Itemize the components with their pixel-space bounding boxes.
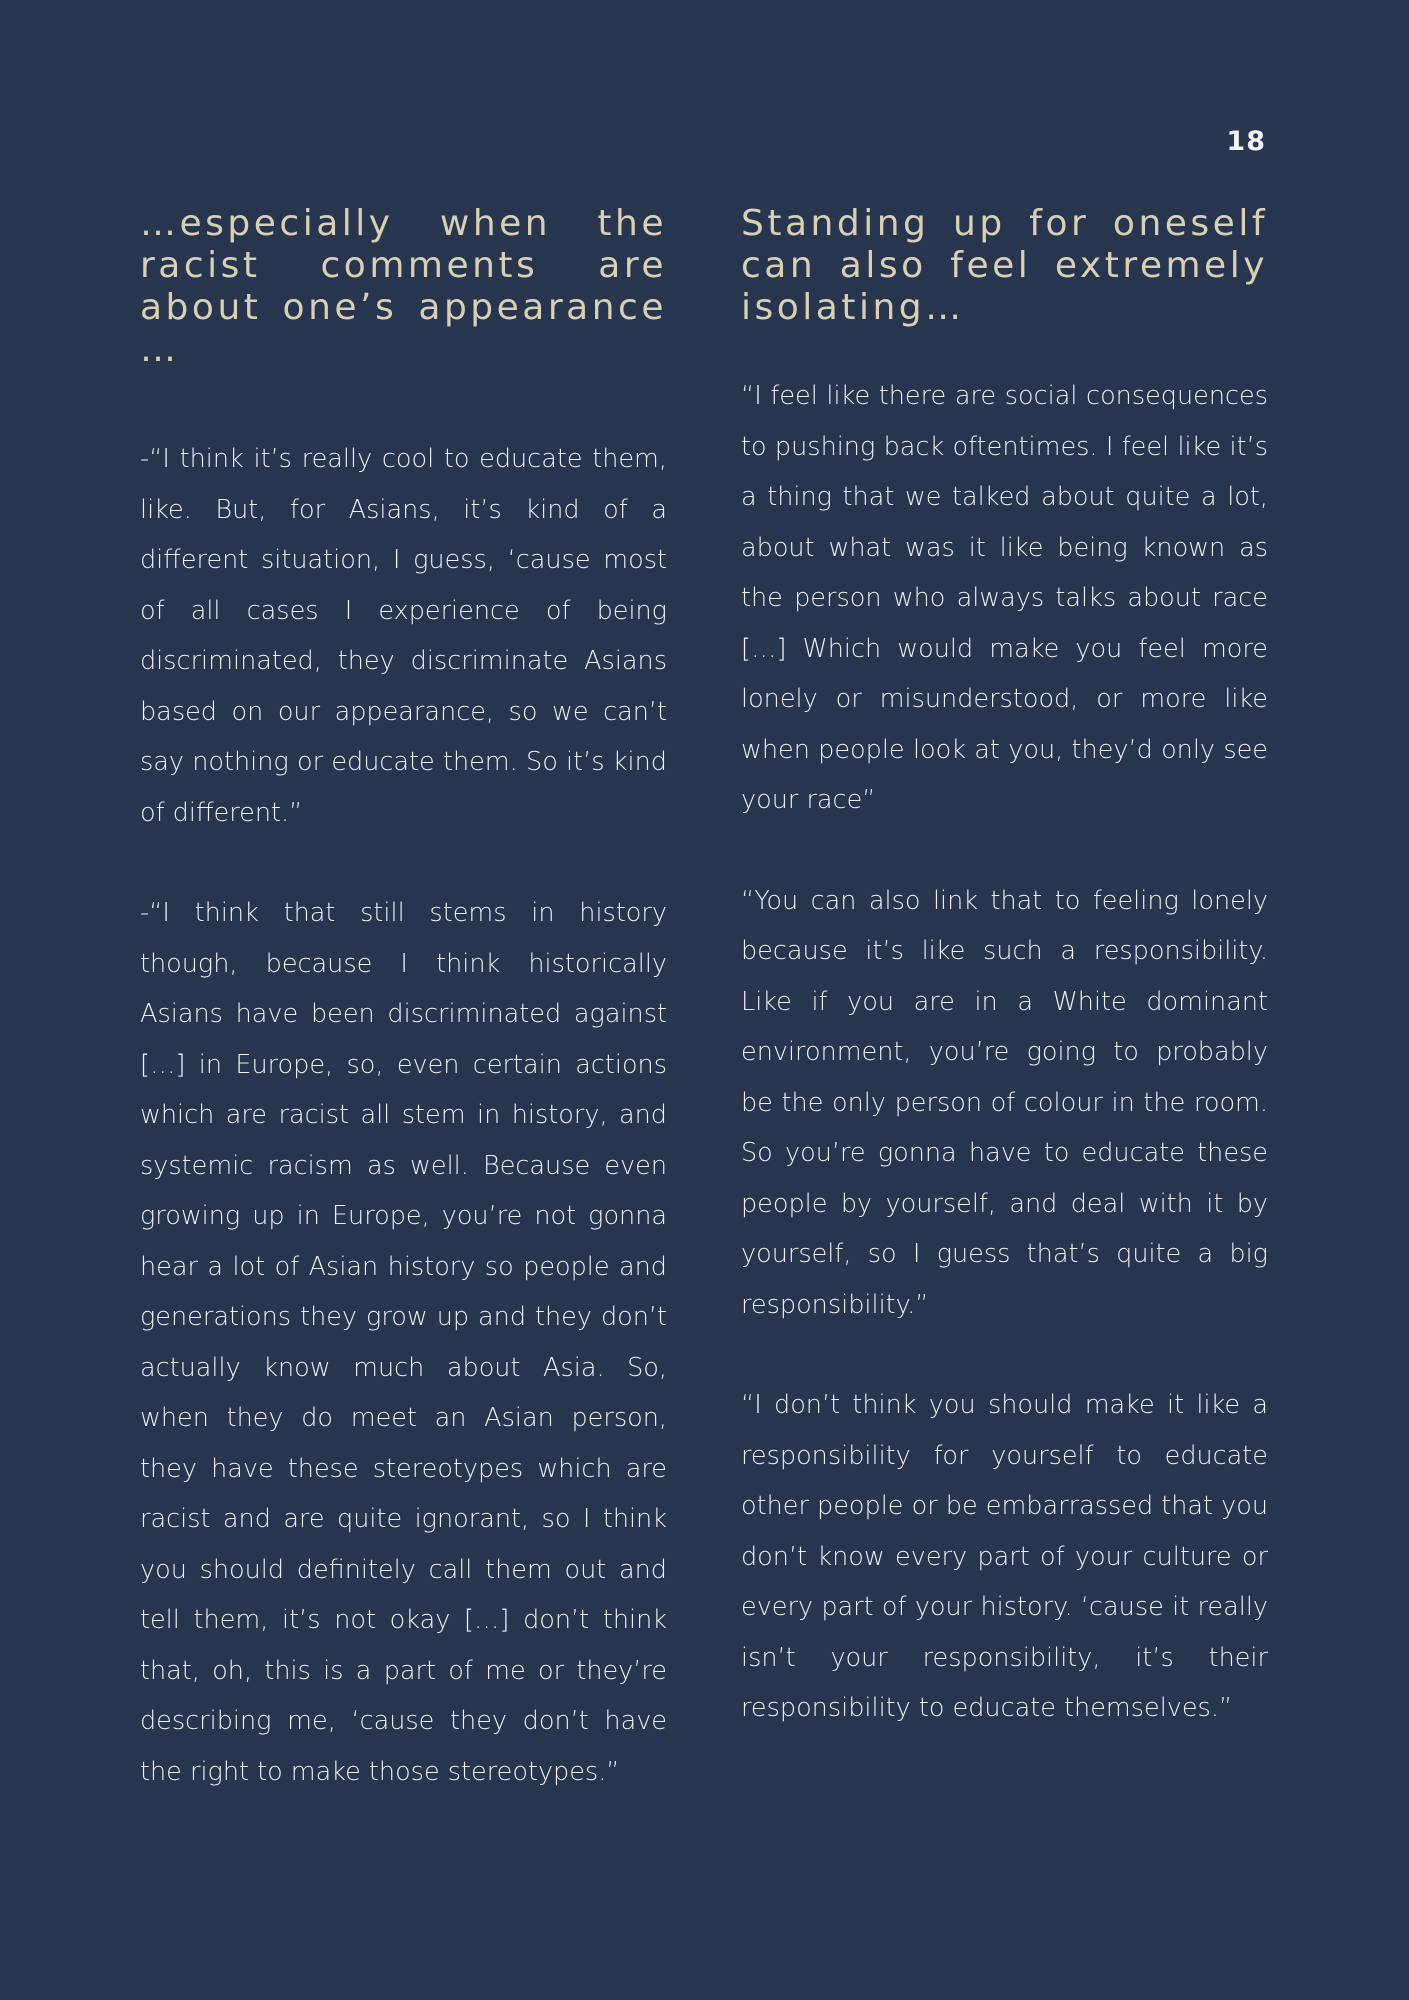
left-heading: …especially when the racist comments are about one’s appearance … [140, 203, 667, 370]
page-number: 18 [1226, 126, 1266, 157]
left-quote-2: -“I think that still stems in history though, because I think historically Asians have been discriminated against […] in Europe, so, even certain actions which are racist all stem in history, and systemic racism as well. Because even growing up in Europe, you’re not gonna hear a lot of Asian history so people and generations they grow up and they don’t actually know much about Asia. So, when they do meet an Asian person, they have these stereotypes which are racist and are quite ignorant, so I think you should definitely call them out and tell them, it’s not okay […] don’t think that, oh, this is a part of me or they’re describing me, ‘cause they don’t have the right to make those stereotypes.” [140, 898, 667, 1787]
right-quote-3: “I don’t think you should make it like a responsibility for yourself to educate other people or be embarrassed that you don’t know every part of your culture or every part of your history. ‘cause it really isn’t your responsibility, it’s their responsibility to educate themselves.” [741, 1390, 1268, 1723]
right-quote-2: “You can also link that to feeling lonely because it’s like such a responsibility. Like if you are in a White dominant environment, you’re going to probably be the only person of colour in the room. So you’re gonna have to educate these people by yourself, and deal with it by yourself, so I guess that’s quite a big responsibility.” [741, 885, 1268, 1320]
right-column [741, 203, 1268, 1784]
left-column [140, 203, 667, 1847]
right-quote-1: “I feel like there are social consequences to pushing back oftentimes. I feel like it’s a thing that we talked about quite a lot, about what was it like being known as the person who always talks about race […] Which would make you feel more lonely or misunderstood, or more like when people look at you, they’d only see your race” [741, 381, 1268, 815]
left-quote-1: -“I think it’s really cool to educate them, like. But, for Asians, it’s kind of a different situation, I guess, ‘cause most of all cases I experience of being discriminated, they discriminate Asians based on our appearance, so we can’t say nothing or educate them. So it’s kind of different.” [140, 444, 667, 828]
right-heading: Standing up for oneself can also feel extremely isolating… [741, 203, 1268, 328]
